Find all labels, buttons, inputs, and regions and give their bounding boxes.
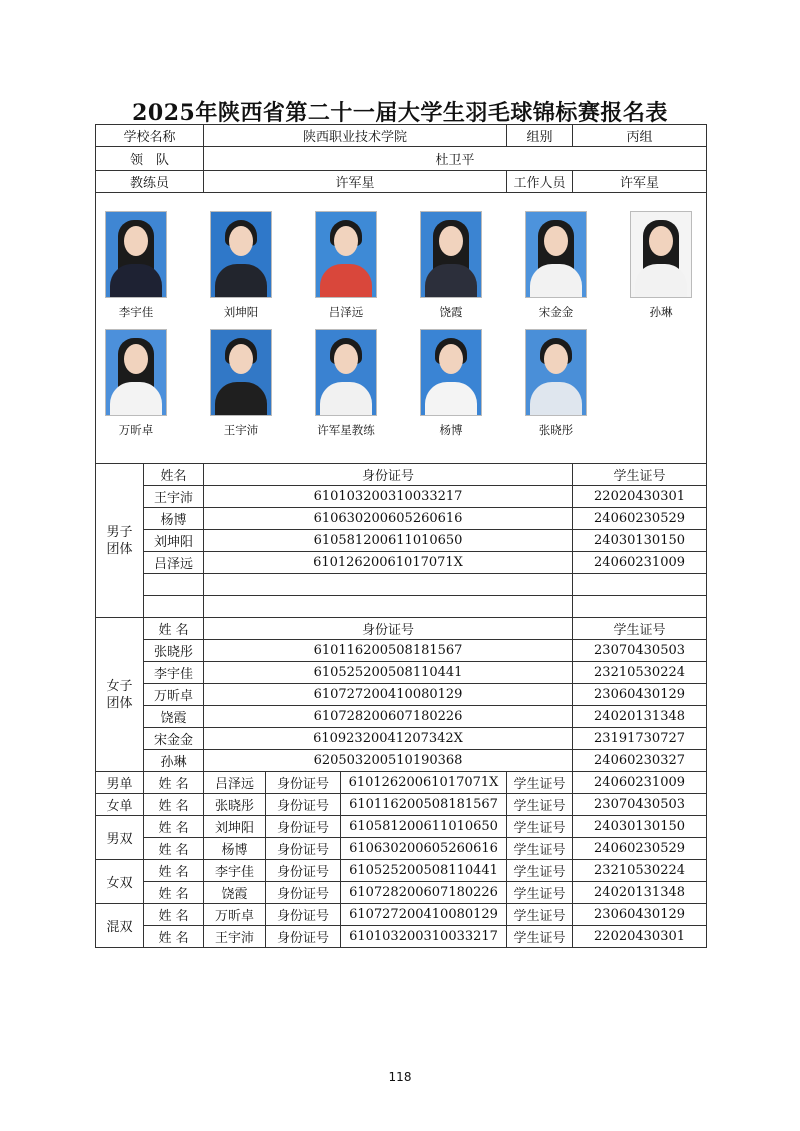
player-sid: 24030130150 — [573, 816, 707, 838]
women-team-sid-header: 学生证号 — [573, 618, 707, 640]
portrait-photo — [525, 329, 587, 416]
player-id: 610630200605260616 — [341, 838, 507, 860]
page-number: 118 — [388, 1070, 412, 1084]
player-photo-card — [311, 211, 381, 320]
id-label: 身份证号 — [266, 926, 341, 948]
player-sid: 23060430129 — [573, 684, 707, 706]
men-team-label — [96, 464, 144, 618]
player-name: 刘坤阳 — [144, 530, 204, 552]
registration-table — [95, 124, 707, 948]
player-sid: 24020131348 — [573, 882, 707, 904]
leader-label: 领 队 — [96, 147, 204, 171]
portrait-photo — [105, 329, 167, 416]
player-id: 61092320041207342X — [204, 728, 573, 750]
event-row — [96, 816, 707, 838]
photo-caption: 李宇佳 — [118, 305, 154, 319]
staff-name: 许军星 — [573, 171, 707, 193]
player-id — [204, 574, 573, 596]
leader-name: 杜卫平 — [204, 147, 707, 171]
table-row — [96, 706, 707, 728]
player-id: 61012620061017071X — [204, 552, 573, 574]
player-sid — [573, 596, 707, 618]
women-team-id-header: 身份证号 — [204, 618, 573, 640]
player-name: 李宇佳 — [204, 860, 266, 882]
player-name: 吕泽远 — [204, 772, 266, 794]
portrait-photo — [210, 211, 272, 298]
name-label: 姓 名 — [144, 816, 204, 838]
men-team-id-header: 身份证号 — [204, 464, 573, 486]
player-sid: 22020430301 — [573, 926, 707, 948]
player-sid: 23210530224 — [573, 662, 707, 684]
player-sid: 24060231009 — [573, 772, 707, 794]
group-value: 丙组 — [573, 125, 707, 147]
player-name: 李宇佳 — [144, 662, 204, 684]
player-sid: 24060231009 — [573, 552, 707, 574]
player-sid: 24060230529 — [573, 508, 707, 530]
player-name: 杨博 — [144, 508, 204, 530]
player-photo-card — [206, 211, 276, 320]
event-row — [96, 882, 707, 904]
photo-caption: 宋金金 — [538, 305, 574, 319]
player-sid: 24020131348 — [573, 706, 707, 728]
player-id: 610116200508181567 — [341, 794, 507, 816]
player-id: 610525200508110441 — [204, 662, 573, 684]
player-id: 610728200607180226 — [204, 706, 573, 728]
player-name: 张晓彤 — [144, 640, 204, 662]
event-row — [96, 772, 707, 794]
player-name: 吕泽远 — [144, 552, 204, 574]
player-photo-card — [521, 329, 591, 438]
name-label: 姓 名 — [144, 882, 204, 904]
player-name: 万昕卓 — [204, 904, 266, 926]
player-sid: 22020430301 — [573, 486, 707, 508]
form-title: 2025年陕西省第二十一届大学生羽毛球锦标赛报名表 — [132, 100, 668, 126]
player-id — [204, 596, 573, 618]
sid-label: 学生证号 — [507, 882, 573, 904]
sid-label: 学生证号 — [507, 772, 573, 794]
school-name: 陕西职业技术学院 — [204, 125, 507, 147]
player-sid: 23191730727 — [573, 728, 707, 750]
player-photo-card — [311, 329, 381, 438]
event-row — [96, 794, 707, 816]
portrait-photo — [525, 211, 587, 298]
sid-label: 学生证号 — [507, 816, 573, 838]
player-name: 张晓彤 — [204, 794, 266, 816]
event-row — [96, 904, 707, 926]
event-label: 混双 — [96, 904, 144, 948]
sid-label: 学生证号 — [507, 926, 573, 948]
photo-caption: 王宇沛 — [223, 423, 259, 437]
table-row — [96, 684, 707, 706]
name-label: 姓 名 — [144, 794, 204, 816]
player-sid: 24060230529 — [573, 838, 707, 860]
women-team-label-text: 女子团体 — [106, 678, 133, 711]
id-label: 身份证号 — [266, 838, 341, 860]
table-row — [96, 552, 707, 574]
player-sid: 24060230327 — [573, 750, 707, 772]
portrait-photo — [420, 329, 482, 416]
event-label: 男双 — [96, 816, 144, 860]
photo-caption: 刘坤阳 — [223, 305, 259, 319]
player-sid: 23070430503 — [573, 640, 707, 662]
id-label: 身份证号 — [266, 772, 341, 794]
player-photo-card — [101, 211, 171, 320]
event-label: 女双 — [96, 860, 144, 904]
player-id: 610581200611010650 — [341, 816, 507, 838]
portrait-photo — [315, 329, 377, 416]
sid-label: 学生证号 — [507, 838, 573, 860]
player-name: 王宇沛 — [204, 926, 266, 948]
event-row — [96, 860, 707, 882]
player-id: 610728200607180226 — [341, 882, 507, 904]
player-photo-card — [521, 211, 591, 320]
table-row — [96, 530, 707, 552]
women-team-name-header: 姓 名 — [144, 618, 204, 640]
player-photo-card — [626, 211, 696, 320]
name-label: 姓 名 — [144, 904, 204, 926]
player-sid: 23210530224 — [573, 860, 707, 882]
event-row — [96, 926, 707, 948]
table-row — [96, 486, 707, 508]
men-team-label-text: 男子团体 — [106, 524, 133, 557]
sid-label: 学生证号 — [507, 860, 573, 882]
player-id: 610525200508110441 — [341, 860, 507, 882]
id-label: 身份证号 — [266, 816, 341, 838]
table-row — [96, 640, 707, 662]
player-sid — [573, 574, 707, 596]
table-row — [96, 574, 707, 596]
player-id: 610103200310033217 — [341, 926, 507, 948]
player-name — [144, 574, 204, 596]
photo-caption: 饶霞 — [439, 305, 463, 319]
sid-label: 学生证号 — [507, 904, 573, 926]
women-team-label — [96, 618, 144, 772]
player-id: 610727200410080129 — [204, 684, 573, 706]
portrait-photo — [315, 211, 377, 298]
portrait-photo — [105, 211, 167, 298]
player-id: 610727200410080129 — [341, 904, 507, 926]
id-label: 身份证号 — [266, 882, 341, 904]
player-name: 宋金金 — [144, 728, 204, 750]
player-name — [144, 596, 204, 618]
photo-caption: 许军星教练 — [317, 423, 375, 437]
player-id: 610116200508181567 — [204, 640, 573, 662]
player-sid: 24030130150 — [573, 530, 707, 552]
photo-caption: 张晓彤 — [538, 423, 574, 437]
name-label: 姓 名 — [144, 772, 204, 794]
player-name: 杨博 — [204, 838, 266, 860]
table-row — [96, 750, 707, 772]
table-row — [96, 728, 707, 750]
player-photo-card — [416, 211, 486, 320]
coach-name: 许军星 — [204, 171, 507, 193]
name-label: 姓 名 — [144, 838, 204, 860]
event-label: 男单 — [96, 772, 144, 794]
event-row — [96, 838, 707, 860]
player-id: 61012620061017071X — [341, 772, 507, 794]
school-label: 学校名称 — [96, 125, 204, 147]
player-photo-card — [101, 329, 171, 438]
id-label: 身份证号 — [266, 904, 341, 926]
coach-label: 教练员 — [96, 171, 204, 193]
player-id: 610630200605260616 — [204, 508, 573, 530]
table-row — [96, 508, 707, 530]
player-sid: 23070430503 — [573, 794, 707, 816]
group-label: 组别 — [507, 125, 573, 147]
photo-caption: 杨博 — [439, 423, 463, 437]
photo-gallery — [96, 193, 707, 463]
id-label: 身份证号 — [266, 794, 341, 816]
staff-label: 工作人员 — [507, 171, 573, 193]
player-id: 620503200510190368 — [204, 750, 573, 772]
table-row — [96, 596, 707, 618]
player-photo-card — [206, 329, 276, 438]
player-id: 610103200310033217 — [204, 486, 573, 508]
player-name: 饶霞 — [144, 706, 204, 728]
photo-caption: 孙琳 — [649, 305, 673, 319]
photo-caption: 吕泽远 — [328, 305, 364, 319]
portrait-photo — [210, 329, 272, 416]
player-name: 万昕卓 — [144, 684, 204, 706]
event-label: 女单 — [96, 794, 144, 816]
photo-gallery-cell — [96, 193, 707, 464]
player-id: 610581200611010650 — [204, 530, 573, 552]
table-row — [96, 662, 707, 684]
name-label: 姓 名 — [144, 926, 204, 948]
player-name: 孙琳 — [144, 750, 204, 772]
men-team-sid-header: 学生证号 — [573, 464, 707, 486]
player-photo-card — [416, 329, 486, 438]
player-name: 王宇沛 — [144, 486, 204, 508]
player-sid: 23060430129 — [573, 904, 707, 926]
id-label: 身份证号 — [266, 860, 341, 882]
portrait-photo — [630, 211, 692, 298]
photo-caption: 万昕卓 — [118, 423, 154, 437]
name-label: 姓 名 — [144, 860, 204, 882]
player-name: 饶霞 — [204, 882, 266, 904]
men-team-name-header: 姓名 — [144, 464, 204, 486]
portrait-photo — [420, 211, 482, 298]
player-name: 刘坤阳 — [204, 816, 266, 838]
sid-label: 学生证号 — [507, 794, 573, 816]
